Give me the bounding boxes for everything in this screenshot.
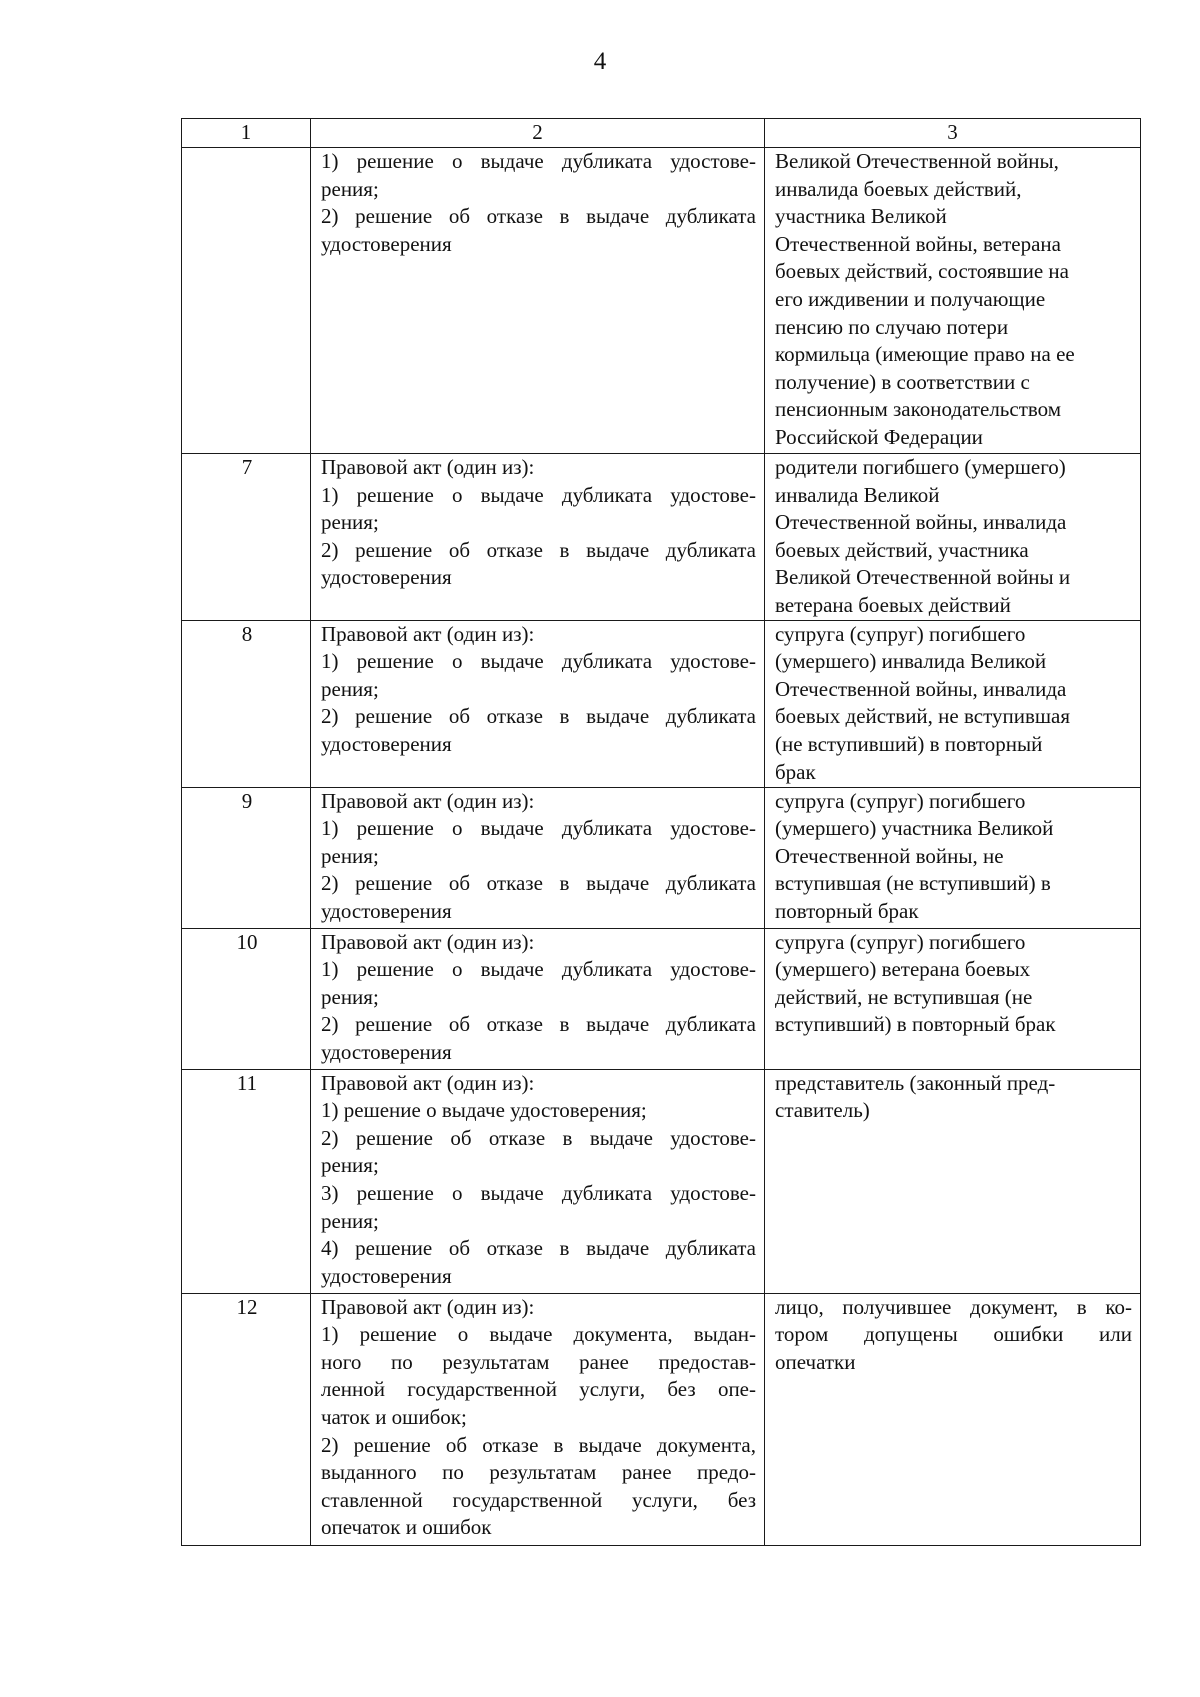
legal-act-line: 1) решение о выдаче дубликата удостове- [321, 816, 756, 841]
header-col-1: 1 [182, 119, 311, 148]
applicant-line: супруга (супруг) погибшего [775, 788, 1026, 813]
applicant-line: Отечественной войны, ветерана [775, 231, 1061, 256]
legal-act-cell [311, 1069, 765, 1293]
applicant-line: брак [775, 759, 816, 784]
legal-act-line: 1) решение о выдаче дубликата удостове- [321, 649, 756, 674]
legal-act-line: рения; [321, 984, 379, 1009]
applicant-line: вступивший) в повторный брак [775, 1012, 1056, 1037]
applicant-line: боевых действий, состоявшие на [775, 259, 1069, 284]
table-row [182, 1293, 1141, 1545]
legal-act-line: удостоверения [321, 898, 452, 923]
applicant-line: Великой Отечественной войны, [775, 149, 1059, 173]
legal-act-line: рения; [321, 676, 379, 701]
row-number [182, 148, 311, 454]
legal-act-line: 2) решение об отказе в выдаче удостове- [321, 1125, 756, 1150]
row-number: 12 [182, 1293, 311, 1545]
applicant-line: боевых действий, участника [775, 537, 1029, 562]
legal-act-line: 1) решение о выдаче дубликата удостове- [321, 957, 756, 982]
legal-act-line: 3) решение о выдаче дубликата удостове- [321, 1180, 756, 1205]
header-col-2: 2 [311, 119, 765, 148]
header-row [182, 119, 1141, 148]
applicant-line: ветерана боевых действий [775, 592, 1011, 617]
legal-act-line: 2) решение об отказе в выдаче документа, [321, 1432, 756, 1457]
applicant-cell [765, 1069, 1141, 1293]
legal-act-line: удостоверения [321, 565, 452, 590]
legal-act-line: Правовой акт (один из): [321, 455, 535, 479]
legal-act-line: выданного по результатам ранее предо- [321, 1460, 756, 1485]
legal-act-line: Правовой акт (один из): [321, 1070, 535, 1095]
applicant-line: инвалида боевых действий, [775, 176, 1022, 201]
applicant-line: родители погибшего (умершего) [775, 455, 1066, 479]
applicant-line: представитель (законный пред- [775, 1070, 1056, 1095]
row-number: 9 [182, 787, 311, 928]
table-row [182, 620, 1141, 787]
legal-act-line: 1) решение о выдаче удостоверения; [321, 1098, 647, 1123]
applicant-line: пенсионным законодательством [775, 397, 1062, 422]
table-row [182, 928, 1141, 1069]
legal-act-line: 2) решение об отказе в выдаче дубликата [321, 204, 756, 229]
legal-act-cell [311, 454, 765, 621]
row-number: 10 [182, 928, 311, 1069]
legal-act-line: ленной государственной услуги, без опе- [321, 1377, 756, 1402]
legal-act-line: чаток и ошибок; [321, 1404, 467, 1429]
applicant-line: Великой Отечественной войны и [775, 565, 1071, 590]
applicant-cell [765, 1293, 1141, 1545]
applicant-line: вступившая (не вступивший) в [775, 871, 1051, 896]
applicant-line: опечатки [775, 1349, 856, 1374]
legal-act-line: рения; [321, 843, 379, 868]
legal-act-line: ставленной государственной услуги, без [321, 1487, 756, 1512]
services-table [181, 118, 1141, 1546]
applicant-cell [765, 928, 1141, 1069]
legal-act-line: опечаток и ошибок [321, 1515, 492, 1540]
legal-act-line: 2) решение об отказе в выдаче дубликата [321, 537, 756, 562]
applicant-line: лицо, получившее документ, в ко- [775, 1294, 1132, 1319]
legal-act-line: рения; [321, 1208, 379, 1233]
legal-act-line: ного по результатам ранее предостав- [321, 1349, 756, 1374]
legal-act-cell [311, 148, 765, 454]
services-table-body [182, 119, 1141, 1546]
applicant-cell [765, 620, 1141, 787]
table-row [182, 148, 1141, 454]
applicant-line: повторный брак [775, 898, 919, 923]
legal-act-cell [311, 1293, 765, 1545]
applicant-line: его иждивении и получающие [775, 286, 1046, 311]
applicant-cell [765, 454, 1141, 621]
legal-act-line: рения; [321, 1153, 379, 1178]
table-row [182, 454, 1141, 621]
row-number: 8 [182, 620, 311, 787]
legal-act-line: 2) решение об отказе в выдаче дубликата [321, 704, 756, 729]
applicant-line: боевых действий, не вступившая [775, 704, 1071, 729]
table-row [182, 787, 1141, 928]
row-number: 11 [182, 1069, 311, 1293]
applicant-line: супруга (супруг) погибшего [775, 929, 1026, 954]
legal-act-line: рения; [321, 176, 379, 201]
legal-act-line: удостоверения [321, 1039, 452, 1064]
legal-act-line: 4) решение об отказе в выдаче дубликата [321, 1236, 756, 1261]
legal-act-line: 1) решение о выдаче дубликата удостове- [321, 482, 756, 507]
legal-act-cell [311, 620, 765, 787]
legal-act-cell [311, 928, 765, 1069]
applicant-line: Отечественной войны, не [775, 843, 1004, 868]
applicant-line: Отечественной войны, инвалида [775, 676, 1067, 701]
applicant-line: (умершего) ветерана боевых [775, 957, 1031, 982]
legal-act-cell [311, 787, 765, 928]
legal-act-line: Правовой акт (один из): [321, 788, 535, 813]
legal-act-line: 2) решение об отказе в выдаче дубликата [321, 1012, 756, 1037]
legal-act-line: удостоверения [321, 231, 452, 256]
applicant-line: супруга (супруг) погибшего [775, 621, 1026, 646]
row-number: 7 [182, 454, 311, 621]
legal-act-line: 2) решение об отказе в выдаче дубликата [321, 871, 756, 896]
legal-act-line: 1) решение о выдаче документа, выдан- [321, 1322, 756, 1347]
applicant-line: инвалида Великой [775, 482, 940, 507]
applicant-line: участника Великой [775, 204, 947, 229]
applicant-line: тором допущены ошибки или [775, 1322, 1132, 1347]
legal-act-line: удостоверения [321, 1263, 452, 1288]
legal-act-line: Правовой акт (один из): [321, 929, 535, 954]
legal-act-line: рения; [321, 510, 379, 535]
applicant-cell [765, 787, 1141, 928]
legal-act-line: Правовой акт (один из): [321, 621, 535, 646]
applicant-line: кормильца (имеющие право на ее [775, 342, 1075, 367]
applicant-line: пенсию по случаю потери [775, 314, 1009, 339]
applicant-line: Российской Федерации [775, 424, 983, 449]
applicant-line: (не вступивший) в повторный [775, 731, 1043, 756]
table-row [182, 1069, 1141, 1293]
legal-act-line: 1) решение о выдаче дубликата удостове- [321, 149, 756, 173]
header-col-3: 3 [765, 119, 1141, 148]
applicant-line: (умершего) инвалида Великой [775, 649, 1047, 674]
legal-act-line: удостоверения [321, 731, 452, 756]
page-number: 4 [593, 48, 607, 75]
applicant-line: получение) в соответствии с [775, 369, 1030, 394]
applicant-cell [765, 148, 1141, 454]
applicant-line: ставитель) [775, 1098, 870, 1123]
applicant-line: (умершего) участника Великой [775, 816, 1054, 841]
applicant-line: действий, не вступившая (не [775, 984, 1033, 1009]
applicant-line: Отечественной войны, инвалида [775, 510, 1067, 535]
legal-act-line: Правовой акт (один из): [321, 1294, 535, 1319]
